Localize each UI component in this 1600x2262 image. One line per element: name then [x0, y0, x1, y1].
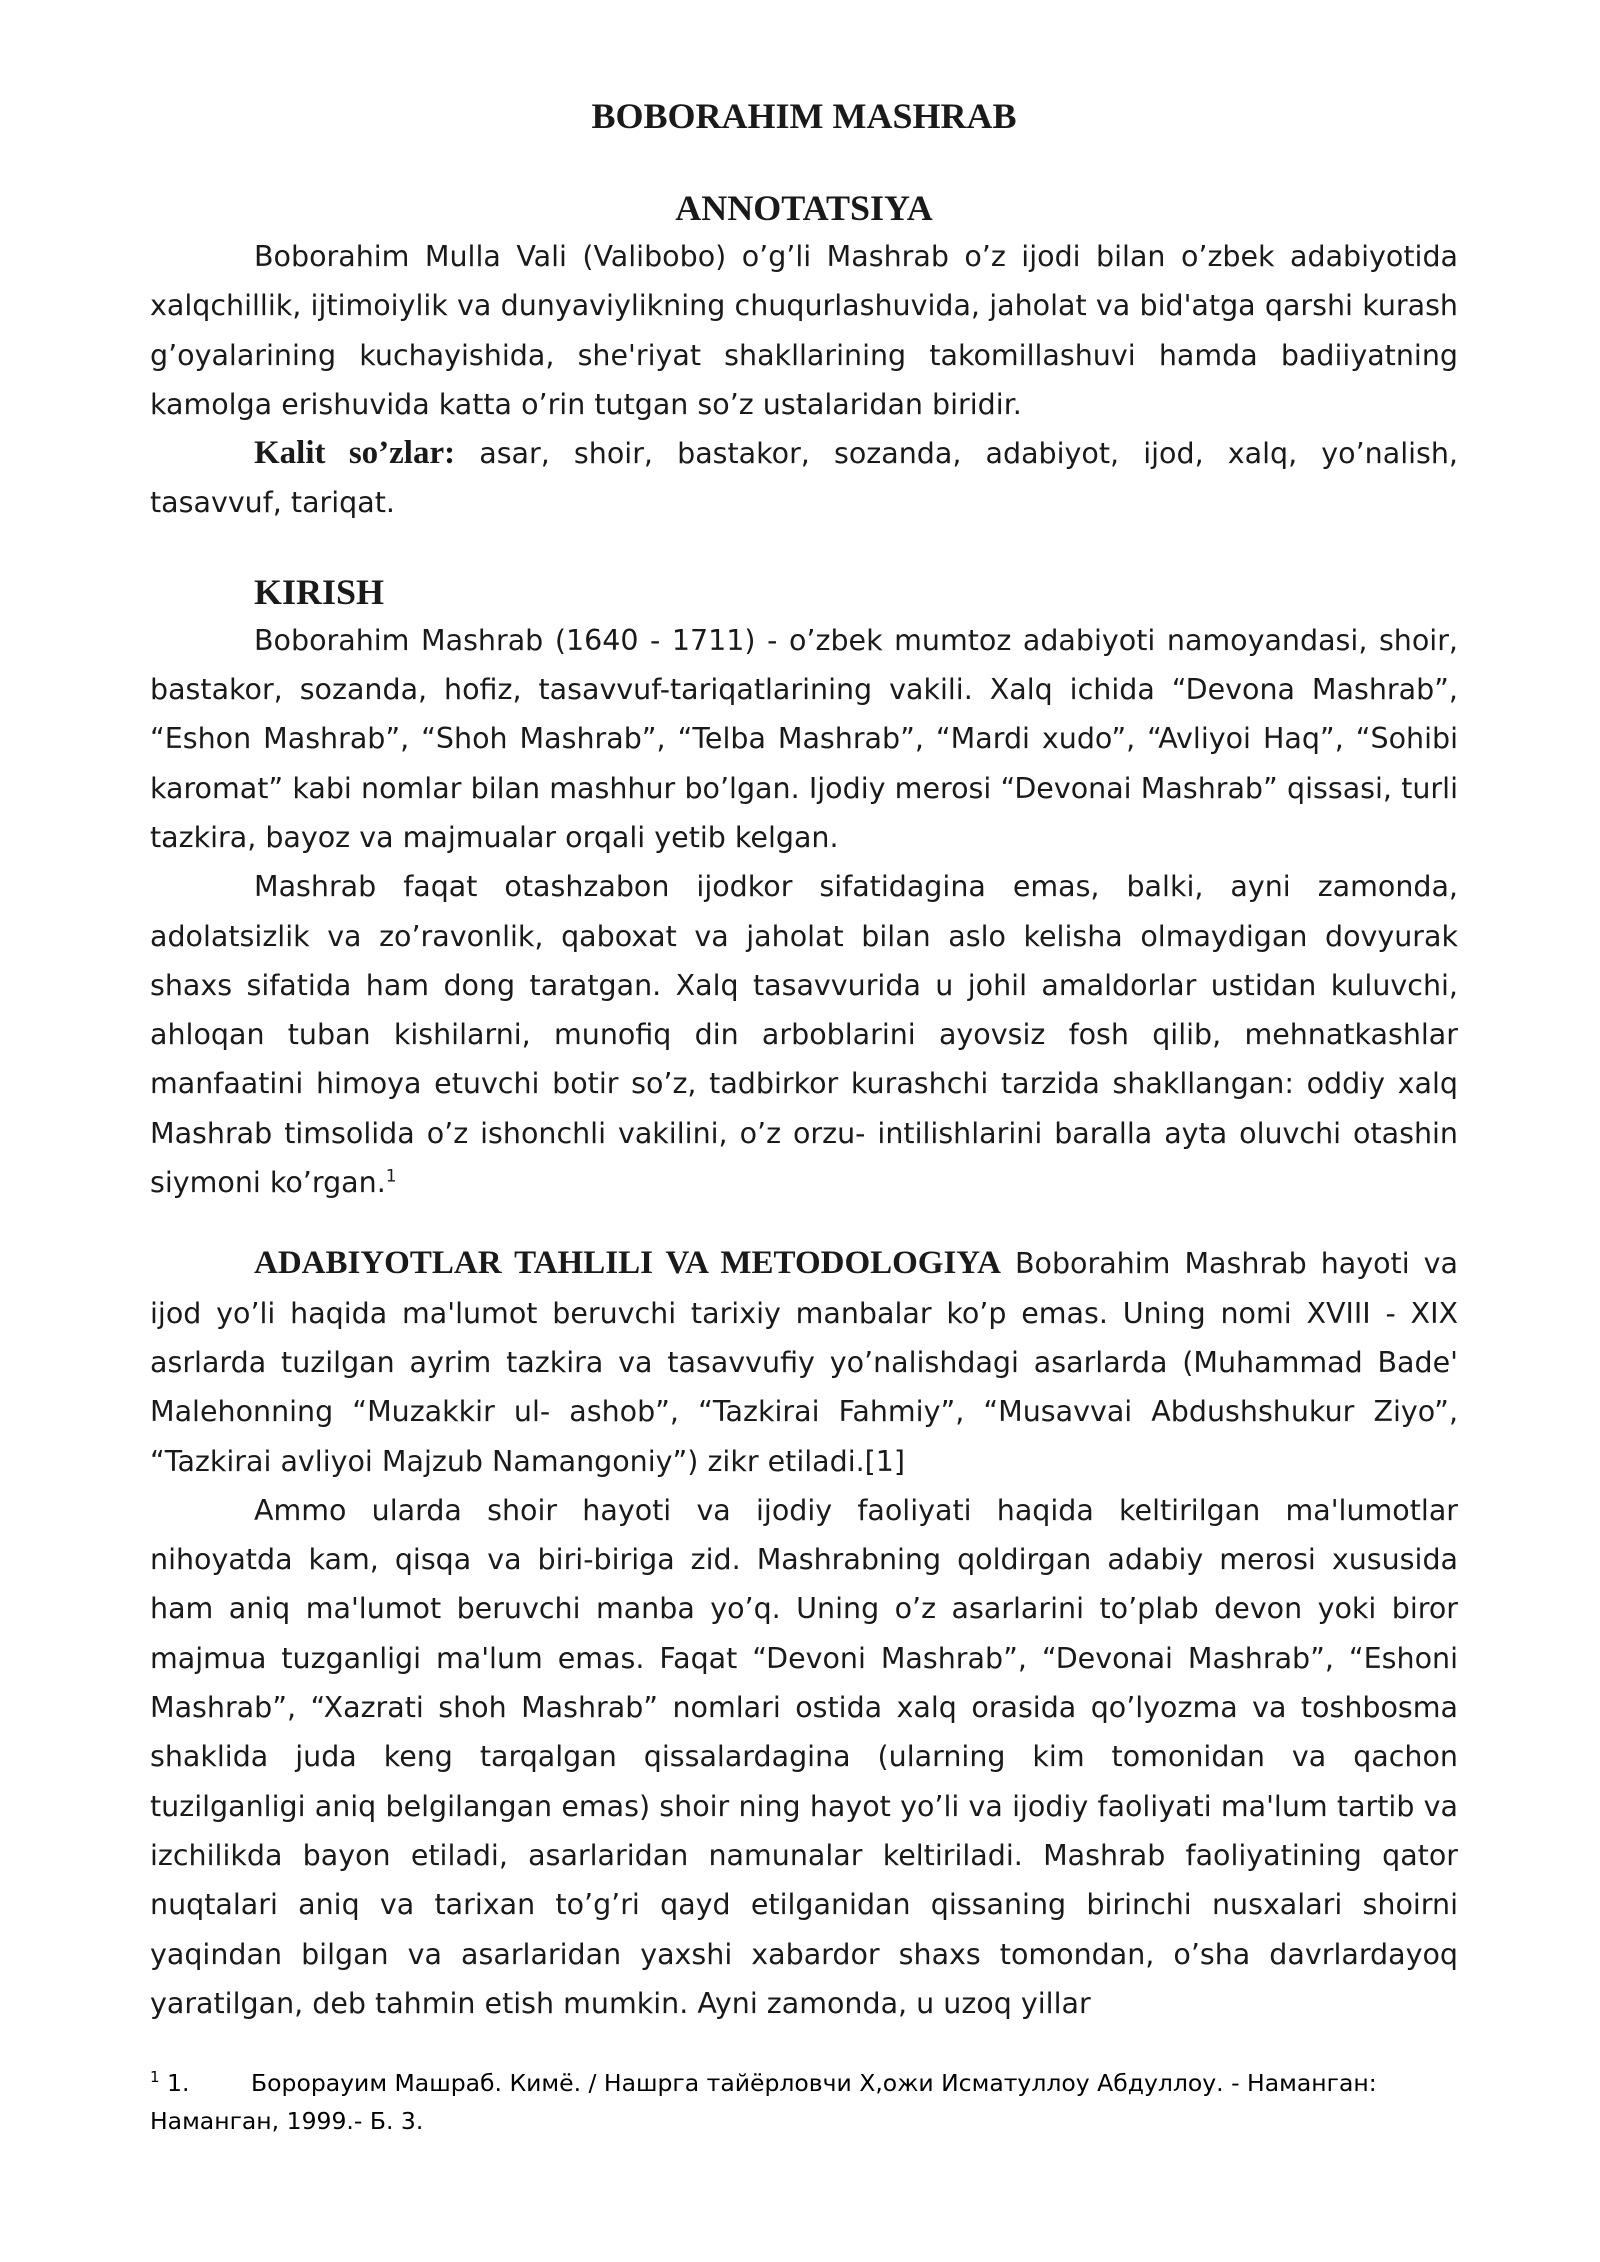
intro-heading: KIRISH: [254, 571, 385, 612]
intro-paragraph-2: [150, 862, 1458, 1207]
footnote-reference[interactable]: 1: [385, 1166, 397, 1187]
methodology-paragraph-1-text: Boborahim Mashrab hayoti va ijod yo’li haqida ma'lumot beruvchi tarixiy manbalar ko’p emas. Uning nomi XVIII - XIX asrlarda tuzilgan ayrim tazkira va tasavvufiy yo’nalishdagi asarlarda (Muhammad Bade' Malehonning “Muzakkir ul- ashob”, “Tazkirai Fahmiy”, “Musavvai Abdushshukur Ziyo”, “Tazkirai avliyoi Majzub Namangoniy”) zikr etiladi.[1]: [150, 1247, 1459, 1478]
annotation-paragraph: Boborahim Mulla Vali (Valibobo) o’g’li Mashrab o’z ijodi bilan o’zbek adabiyotida xalqchillik, ijtimoiylik va dunyaviylikning chuqurlashuvida, jaholat va bid'atga qarshi kurash g’oyalarining kuchayishida, she'riyat shakllarining takomillashuvi hamda badiiyatning kamolga erishuvida katta o’rin tutgan so’z ustalaridan biridir.: [150, 240, 1458, 421]
footnote-marker: 1: [150, 2068, 160, 2087]
keywords-list: asar, shoir, bastakor, sozanda, adabiyot, ijod, xalq, yo’nalish, tasavvuf, tariqat.: [150, 437, 1458, 520]
document-title: BOBORAHIM MASHRAB: [591, 96, 1017, 136]
footnote: [150, 2064, 1458, 2140]
methodology-heading: ADABIYOTLAR TAHLILI VA METODOLOGIYA: [254, 1245, 1001, 1282]
footnote-text: Борорауим Машраб. Кимё. / Нашрга тайёрловчи Х,ожи Исматуллоу Абдуллоу. - Наманган: Наманган, 1999.- Б. 3.: [150, 2069, 1377, 2135]
annotation-heading: ANNOTATSIYA: [675, 188, 933, 228]
methodology-paragraph-1: [150, 1239, 1458, 1485]
keywords-paragraph: [150, 429, 1458, 528]
footnote-number: 1.: [167, 2069, 190, 2097]
methodology-paragraph-2: Ammo ularda shoir hayoti va ijodiy faoliyati haqida keltirilgan ma'lumotlar nihoyatda kam, qisqa va biri-biriga zid. Mashrabning qoldirgan adabiy merosi xususida ham aniq ma'lumot beruvchi manba yo’q. Uning o’z asarlarini to’plab devon yoki biror majmua tuzganligi ma'lum emas. Faqat “Devoni Mashrab”, “Devonai Mashrab”, “Eshoni Mashrab”, “Xazrati shoh Mashrab” nomlari ostida xalq orasida qo’lyozma va toshbosma shaklida juda keng tarqalgan qissalardagina (ularning kim tomonidan va qachon tuzilganligi aniq belgilangan emas) shoir ning hayot yo’li va ijodiy faoliyati ma'lum tartib va izchilikda bayon etiladi, asarlaridan namunalar keltiriladi. Mashrab faoliyatining qator nuqtalari aniq va tarixan to’g’ri qayd etilganidan qissaning birinchi nusxalari shoirni yaqindan bilgan va asarlaridan yaxshi xabardor shaxs tomondan, o’sha davrlardayoq yaratilgan, deb tahmin etish mumkin. Ayni zamonda, u uzoq yillar: [150, 1493, 1458, 2020]
intro-paragraph-1: Boborahim Mashrab (1640 - 1711) - o’zbek mumtoz adabiyoti namoyandasi, shoir, bastakor, sozanda, hofiz, tasavvuf-tariqatlarining vakili. Xalq ichida “Devona Mashrab”, “Eshon Mashrab”, “Shoh Mashrab”, “Telba Mashrab”, “Mardi xudo”, “Avliyoi Haq”, “Sohibi karomat” kabi nomlar bilan mashhur bo’lgan. Ijodiy merosi “Devonai Mashrab” qissasi, turli tazkira, bayoz va majmualar orqali yetib kelgan.: [150, 623, 1458, 854]
keywords-label: Kalit so’zlar:: [254, 435, 456, 472]
intro-paragraph-2-text: Mashrab faqat otashzabon ijodkor sifatidagina emas, balki, ayni zamonda, adolatsizlik va zo’ravonlik, qaboxat va jaholat bilan aslo kelisha olmaydigan dovyurak shaxs sifatida ham dong taratgan. Xalq tasavvurida u johil amaldorlar ustidan kuluvchi, ahloqan tuban kishilarni, munofiq din arboblarini ayovsiz fosh qilib, mehnatkashlar manfaatini himoya etuvchi botir so’z, tadbirkor kurashchi tarzida shakllangan: oddiy xalq Mashrab timsolida o’z ishonchli vakilini, o’z orzu- intilishlarini baralla ayta oluvchi otashin siymoni ko’rgan.: [150, 870, 1458, 1200]
